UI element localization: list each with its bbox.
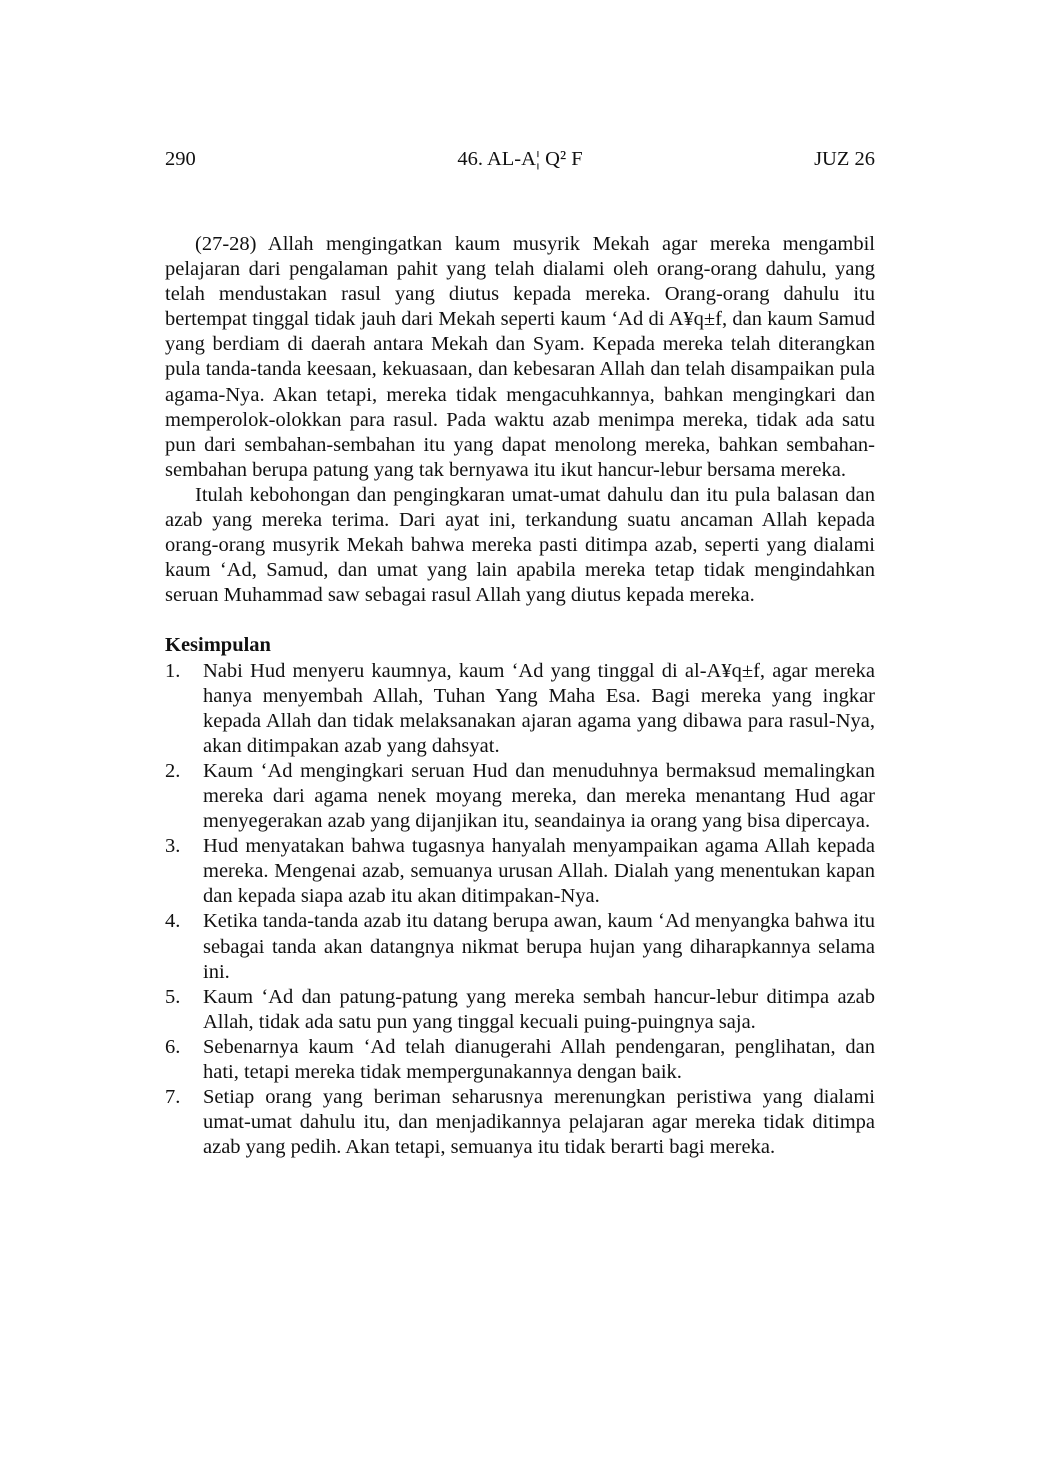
conclusion-item <box>165 909 875 984</box>
conclusion-item <box>165 759 875 834</box>
running-head <box>165 144 875 174</box>
conclusion-list <box>165 659 875 1161</box>
conclusion-heading: Kesimpulan <box>165 634 271 657</box>
conclusion-item-number: 6. <box>165 1035 181 1058</box>
page-number: 290 <box>165 148 196 170</box>
conclusion-item-text: Setiap orang yang beriman seharusnya merenungkan peristiwa yang dialami umat-umat dahulu itu, dan menjadikannya pelajaran agar mereka tidak ditimpa azab yang pedih. Akan tetapi, semuanya itu tidak berarti bagi mereka. <box>203 1086 875 1159</box>
conclusion-item-text: Kaum ‘Ad dan patung-patung yang mereka sembah hancur-lebur ditimpa azab Allah, tidak ada satu pun yang tinggal kecuali puing-puingnya saja. <box>203 985 875 1033</box>
conclusion-item <box>165 985 875 1035</box>
conclusion-item <box>165 1085 875 1160</box>
chapter-title: 46. AL-A¦ Q² F <box>457 148 583 170</box>
body-paragraph-1: (27-28) Allah mengingatkan kaum musyrik Mekah agar mereka mengambil pelajaran dari pengalaman pahit yang telah dialami oleh orang-orang dahulu, yang telah mendustakan rasul yang diutus kepada mereka. Orang-orang dahulu itu bertempat tinggal tidak jauh dari Mekah seperti kaum ‘Ad di A¥q±f, dan kaum Samud yang berdiam di daerah antara Mekah dan Syam. Kepada mereka telah diterangkan pula tanda-tanda keesaan, kekuasaan, dan kebesaran Allah dan telah disampaikan pula agama-Nya. Akan tetapi, mereka tidak mengacuhkannya, bahkan mengingkari dan memperolok-olokkan para rasul. Pada waktu azab menimpa mereka, tidak ada satu pun dari sembahan-sembahan itu yang dapat menolong mereka, bahkan sembahan-sembahan berupa patung yang tak bernyawa itu ikut hancur-lebur bersama mereka. <box>165 233 875 481</box>
conclusion-item-text: Nabi Hud menyeru kaumnya, kaum ‘Ad yang tinggal di al-A¥q±f, agar mereka hanya menyembah Allah, Tuhan Yang Maha Esa. Bagi mereka yang ingkar kepada Allah dan tidak melaksanakan ajaran agama yang dibawa para rasul-Nya, akan ditimpakan azab yang dahsyat. <box>203 659 875 757</box>
conclusion-item-number: 5. <box>165 985 181 1008</box>
page-body <box>165 232 875 1160</box>
conclusion-item-number: 4. <box>165 910 181 933</box>
conclusion-item <box>165 834 875 909</box>
conclusion-item-text: Kaum ‘Ad mengingkari seruan Hud dan menuduhnya bermaksud memalingkan mereka dari agama nenek moyang mereka, dan mereka menantang Hud agar menyegerakan azab yang dijanjikan itu, seandainya ia orang yang bisa dipercaya. <box>203 759 875 833</box>
conclusion-item-number: 1. <box>165 659 181 682</box>
conclusion-item-text: Sebenarnya kaum ‘Ad telah dianugerahi Allah pendengaran, penglihatan, dan hati, tetapi mereka tidak mempergunakannya dengan baik. <box>203 1035 875 1083</box>
juz-label: JUZ 26 <box>814 148 875 170</box>
conclusion-item-number: 2. <box>165 759 181 782</box>
conclusion-item-number: 7. <box>165 1086 181 1109</box>
conclusion-item-text: Hud menyatakan bahwa tugasnya hanyalah menyampaikan agama Allah kepada mereka. Mengenai azab, semuanya urusan Allah. Dialah yang menentukan kapan dan kepada siapa azab itu akan ditimpakan-Nya. <box>203 835 875 908</box>
conclusion-item <box>165 1035 875 1085</box>
body-paragraph-2: Itulah kebohongan dan pengingkaran umat-umat dahulu dan itu pula balasan dan azab yang mereka terima. Dari ayat ini, terkandung suatu ancaman Allah kepada orang-orang musyrik Mekah bahwa mereka pasti ditimpa azab, seperti yang dialami kaum ‘Ad, Samud, dan umat yang lain apabila mereka tetap tidak mengindahkan seruan Muhammad saw sebagai rasul Allah yang diutus kepada mereka. <box>165 483 875 607</box>
conclusion-item-number: 3. <box>165 835 181 858</box>
conclusion-item <box>165 659 875 759</box>
conclusion-item-text: Ketika tanda-tanda azab itu datang berupa awan, kaum ‘Ad menyangka bahwa itu sebagai tanda akan datangnya nikmat berupa hujan yang diharapkannya selama ini. <box>203 910 875 983</box>
